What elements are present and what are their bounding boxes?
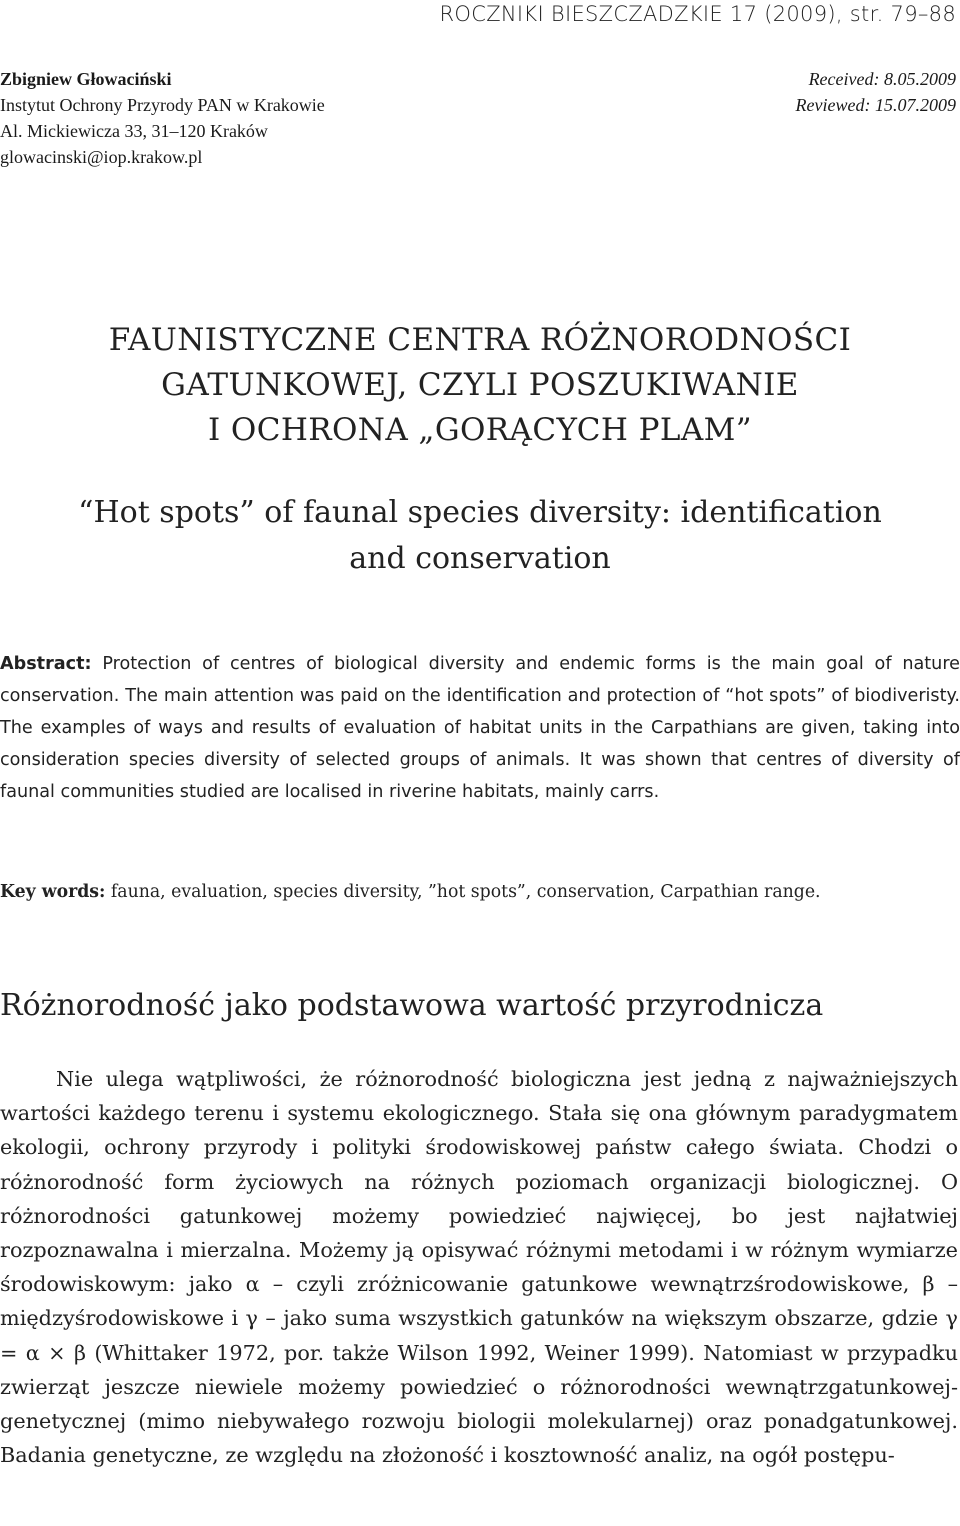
author-name: Zbigniew Głowaciński <box>0 69 172 89</box>
title-english-line: “Hot spots” of faunal species diversity: identification <box>78 495 882 530</box>
abstract <box>0 648 960 808</box>
body-paragraph: Nie ulega wątpliwości, że różnorodność biologiczna jest jedną z najważniejszych wartości każdego terenu i systemu ekologicznego. Stała się ona głównym paradygmatem ekologii, ochrony przyrody i polityki środowiskowej państw całego świata. Chodzi o różnorodność form życiowych na różnych poziomach organizacji biologicznej. O różnorodności gatunkowej możemy powiedzieć najwięcej, bo jest najłatwiej rozpoznawalna i mierzalna. Możemy ją opisywać różnymi metodami i w różnym wymiarze środowiskowym: jako α – czyli zróżnicowanie gatunkowe wewnątrzśrodowiskowe, β – międzyśrodowiskowe i γ – jako suma wszystkich gatunków na większym obszarze, gdzie γ = α × β (Whittaker 1972, por. także Wilson 1992, Weiner 1999). Natomiast w przypadku zwierząt jeszcze niewiele możemy powiedzieć o różnorodności wewnątrzgatunkowej-genetycznej (mimo niebywałego rozwoju biologii molekularnej) oraz ponadgatunkowej. Badania genetyczne, ze względu na złożoność i kosztowność analiz, na ogół postępu- <box>0 1067 958 1468</box>
abstract-text: Protection of centres of biological diversity and endemic forms is the main goal of nature conservation. The main attention was paid on the identification and protection of “hot spots” of biodiveristy. The examples of ways and results of evaluation of habitat units in the Carpathians are given, taking into consideration species diversity of selected groups of animals. It was shown that centres of diversity of faunal communities studied are localised in riverine habitats, mainly carrs. <box>0 654 960 802</box>
dates-block <box>796 66 956 118</box>
author-institution: Instytut Ochrony Przyrody PAN w Krakowie <box>0 95 325 115</box>
journal-header: ROCZNIKI BIESZCZADZKIE 17 (2009), str. 79–88 <box>439 2 956 26</box>
keywords <box>0 876 960 908</box>
title-polish-line: FAUNISTYCZNE CENTRA RÓŻNORODNOŚCI <box>108 322 852 358</box>
title-polish-line: GATUNKOWEJ, CZYLI POSZUKIWANIE <box>161 367 799 403</box>
abstract-label: Abstract: <box>0 654 92 674</box>
section-heading: Różnorodność jako podstawowa wartość przyrodnicza <box>0 988 824 1023</box>
keywords-label: Key words: <box>0 882 106 902</box>
title-polish-line: I OCHRONA „GORĄCYCH PLAM” <box>207 412 753 448</box>
reviewed-date: Reviewed: 15.07.2009 <box>795 95 956 115</box>
author-block <box>0 66 325 170</box>
received-date: Received: 8.05.2009 <box>808 69 956 89</box>
author-address: Al. Mickiewicza 33, 31–120 Kraków <box>0 121 268 141</box>
title-polish <box>0 318 960 453</box>
title-english-line: and conservation <box>349 541 611 576</box>
keywords-text: fauna, evaluation, species diversity, ”hot spots”, conservation, Carpathian range. <box>105 882 821 902</box>
title-english <box>0 490 960 582</box>
author-email[interactable]: glowacinski@iop.krakow.pl <box>0 147 203 167</box>
